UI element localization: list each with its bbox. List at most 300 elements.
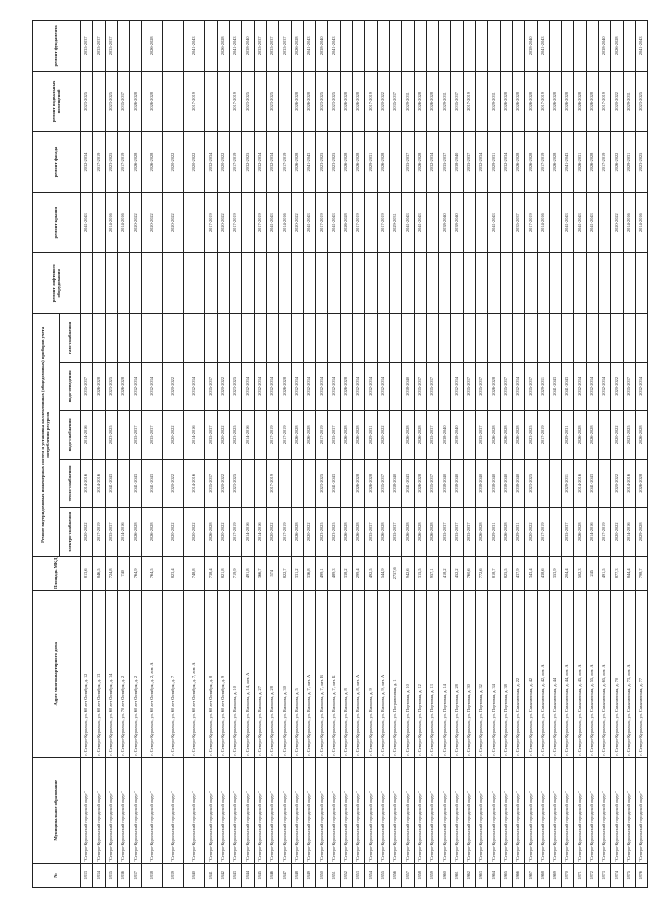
cell-address: г. Северо-Курильск, ул. Сахалинская, д. 73, лит. А (623, 590, 635, 757)
cell-facade: 2017-2019 (117, 132, 129, 193)
cell-sewerage: 2035-2037 (426, 362, 438, 411)
cell-electricity: 2026-2028 (476, 508, 488, 557)
cell-heating (117, 459, 129, 508)
cell-basement: 2023-2025 (242, 71, 254, 132)
cell-roof (426, 192, 438, 253)
cell-area: 825,5 (500, 556, 512, 590)
cell-sewerage: 2035-2037 (476, 362, 488, 411)
table-row (163, 21, 184, 888)
cell-area: 957,1 (426, 556, 438, 590)
cell-electricity: 2014-2016 (623, 508, 635, 557)
cell-lift (254, 253, 266, 314)
cell-sewerage: 2023-2025 (230, 362, 242, 411)
cell-address: г. Северо-Курильск, ул. Сахалинская, д. 22 (512, 590, 524, 757)
cell-num: 1836 (117, 863, 129, 887)
cell-roof (463, 192, 475, 253)
cell-facade: 2032-2025 (242, 132, 254, 193)
cell-water-supply (598, 411, 610, 460)
cell-heating: 2020-2022 (217, 459, 229, 508)
cell-gas-supply (279, 314, 291, 363)
cell-heating: 2020-2022 (163, 459, 184, 508)
cell-lift (512, 253, 524, 314)
cell-area: 818,7 (488, 556, 500, 590)
cell-area: 760,6 (463, 556, 475, 590)
cell-basement: 2017-2019 (537, 71, 549, 132)
cell-gas-supply (389, 314, 401, 363)
cell-sewerage: 2026-2028 (340, 362, 352, 411)
cell-municipality: "Северо-Курильский городской округ" (353, 757, 365, 863)
header-num: № (33, 863, 81, 887)
cell-roof: 2020-2022 (163, 192, 184, 253)
cell-lift (377, 253, 389, 314)
cell-heating: 2041-2043 (328, 459, 340, 508)
cell-heating (279, 459, 291, 508)
cell-heating (463, 459, 475, 508)
cell-foundation: 2038-2040 (242, 21, 254, 72)
cell-facade: 2035-2037 (463, 132, 475, 193)
cell-roof: 2014-2016 (105, 192, 117, 253)
cell-electricity: 2029-2028 (635, 508, 647, 557)
cell-municipality: "Северо-Курильский городской округ" (291, 757, 303, 863)
cell-gas-supply (586, 314, 598, 363)
cell-facade: 2026-2028 (142, 132, 163, 193)
cell-gas-supply (184, 314, 205, 363)
cell-facade: 2032-2034 (426, 132, 438, 193)
table-row (230, 21, 242, 888)
cell-area: 821,8 (217, 556, 229, 590)
table-row (574, 21, 586, 888)
cell-address: г. Северо-Курильск, ул. 60 лет Октября, д. 2 (130, 590, 142, 757)
cell-foundation: 2035-2037 (93, 21, 105, 72)
cell-num: 1852 (340, 863, 352, 887)
cell-municipality: "Северо-Курильский городской округ" (279, 757, 291, 863)
cell-foundation: 2041-2043 (537, 21, 549, 72)
cell-water-supply: 2020-2022 (611, 411, 623, 460)
cell-electricity: 2026-2028 (500, 508, 512, 557)
cell-foundation (476, 21, 488, 72)
table-row (488, 21, 500, 888)
header-roof: ремонт крыши (33, 192, 81, 253)
rotated-table-wrapper (32, 20, 644, 888)
cell-roof: 2038-2040 (439, 192, 451, 253)
cell-municipality: "Северо-Курильский городской округ" (130, 757, 142, 863)
cell-roof: 2026-2028 (340, 192, 352, 253)
cell-area: 438,6 (537, 556, 549, 590)
cell-address: г. Северо-Курильск, ул. Портовая, д. 30 (463, 590, 475, 757)
cell-basement: 2026-2028 (525, 71, 537, 132)
cell-basement: 2017-2019 (365, 71, 377, 132)
cell-lift (184, 253, 205, 314)
cell-lift (163, 253, 184, 314)
cell-num: 1851 (328, 863, 340, 887)
cell-gas-supply (242, 314, 254, 363)
cell-lift (266, 253, 278, 314)
cell-lift (525, 253, 537, 314)
cell-water-supply: 2035-2037 (205, 411, 217, 460)
cell-municipality: "Северо-Курильский городской округ" (512, 757, 524, 863)
cell-address: г. Северо-Курильск, ул. Портовая, д. 28 (451, 590, 463, 757)
cell-municipality: "Северо-Курильский городской округ" (340, 757, 352, 863)
cell-basement: 2026-2028 (303, 71, 315, 132)
cell-water-supply: 2035-2037 (130, 411, 142, 460)
cell-basement: 2023-2025 (266, 71, 278, 132)
cell-electricity: 2014-2016 (586, 508, 598, 557)
cell-basement: 2026-2028 (586, 71, 598, 132)
cell-electricity: 2026-2028 (205, 508, 217, 557)
cell-facade: 2023-2025 (105, 132, 117, 193)
cell-roof: 2029-2031 (389, 192, 401, 253)
cell-roof (500, 192, 512, 253)
cell-water-supply: 2026-2028 (340, 411, 352, 460)
cell-address: г. Северо-Курильск, ул. Вилкова, д. 7, лит. В (316, 590, 328, 757)
cell-address: г. Северо-Курильск, ул. Сахалинская, д. 65, лит. А (598, 590, 610, 757)
cell-heating (549, 459, 561, 508)
cell-area: 764,9 (130, 556, 142, 590)
cell-heating: 2035-2037 (426, 459, 438, 508)
cell-heating: 2020-2022 (611, 459, 623, 508)
cell-area: 492,5 (365, 556, 377, 590)
cell-municipality: "Северо-Курильский городской округ" (377, 757, 389, 863)
cell-municipality: "Северо-Курильский городской округ" (184, 757, 205, 863)
cell-water-supply: 2026-2028 (291, 411, 303, 460)
cell-gas-supply (142, 314, 163, 363)
cell-facade: 2020-2022 (217, 132, 229, 193)
table-row (117, 21, 129, 888)
cell-foundation: 2041-2043 (635, 21, 647, 72)
cell-sewerage (439, 362, 451, 411)
cell-foundation (163, 21, 184, 72)
table-row (414, 21, 426, 888)
cell-address: г. Северо-Курильск, ул. Сахалинская, д. 45, лит. А (574, 590, 586, 757)
table-row (217, 21, 229, 888)
cell-roof (365, 192, 377, 253)
table-row (142, 21, 163, 888)
cell-facade: 2020-2022 (184, 132, 205, 193)
cell-sewerage: 2032-2034 (512, 362, 524, 411)
cell-address: г. Северо-Курильск, ул. Сахалинская, д. 42, лит. А (537, 590, 549, 757)
cell-gas-supply (463, 314, 475, 363)
cell-electricity: 2026-2028 (353, 508, 365, 557)
cell-area: 2757,6 (389, 556, 401, 590)
cell-water-supply: 2017-2019 (316, 411, 328, 460)
header-foundation: ремонт фундамента (33, 21, 81, 72)
cell-lift (217, 253, 229, 314)
cell-heating: 2023-2025 (230, 459, 242, 508)
cell-facade: 2017-2019 (537, 132, 549, 193)
cell-basement: 2026-2028 (500, 71, 512, 132)
table-row (512, 21, 524, 888)
cell-water-supply: 2038-2040 (451, 411, 463, 460)
cell-area: 798,7 (635, 556, 647, 590)
cell-sewerage: 2041-2043 (562, 362, 574, 411)
cell-lift (574, 253, 586, 314)
cell-basement: 2035-2037 (389, 71, 401, 132)
cell-water-supply: 2026-2028 (574, 411, 586, 460)
cell-water-supply: 2023-2025 (105, 411, 117, 460)
cell-sewerage: 2032-2034 (130, 362, 142, 411)
cell-basement: 2029-2031 (439, 71, 451, 132)
cell-sewerage: 2020-2022 (163, 362, 184, 411)
cell-water-supply: 2026-2028 (500, 411, 512, 460)
cell-roof: 2017-2019 (353, 192, 365, 253)
cell-basement: 2023-2025 (328, 71, 340, 132)
cell-lift (279, 253, 291, 314)
cell-water-supply: 2023-2025 (230, 411, 242, 460)
cell-municipality: "Северо-Курильский городской округ" (549, 757, 561, 863)
cell-facade: 2023-2025 (316, 132, 328, 193)
cell-sewerage: 2032-2034 (328, 362, 340, 411)
cell-roof (242, 192, 254, 253)
cell-sewerage: 2032-2034 (353, 362, 365, 411)
cell-area: 740 (117, 556, 129, 590)
cell-num: 1846 (266, 863, 278, 887)
cell-foundation: 2035-2037 (81, 21, 93, 72)
cell-municipality: "Северо-Курильский городской округ" (537, 757, 549, 863)
cell-facade: 2029-2031 (623, 132, 635, 193)
table-row (635, 21, 647, 888)
cell-sewerage: 2029-2031 (537, 362, 549, 411)
cell-water-supply: 2026-2028 (402, 411, 414, 460)
cell-address: г. Северо-Курильск, ул. Вилкова, д. 27 (254, 590, 266, 757)
cell-basement: 2017-2019 (184, 71, 205, 132)
cell-water-supply: 2035-2037 (476, 411, 488, 460)
cell-gas-supply (635, 314, 647, 363)
cell-basement (163, 71, 184, 132)
cell-address: г. Северо-Курильск, ул. Портовая, д. 14 (439, 590, 451, 757)
cell-gas-supply (377, 314, 389, 363)
cell-heating (598, 459, 610, 508)
cell-municipality: "Северо-Курильский городской округ" (389, 757, 401, 863)
cell-facade: 2029-2031 (488, 132, 500, 193)
cell-heating: 2038-2040 (512, 459, 524, 508)
cell-gas-supply (512, 314, 524, 363)
table-row (463, 21, 475, 888)
cell-heating: 2038-2040 (500, 459, 512, 508)
cell-foundation (365, 21, 377, 72)
cell-roof: 2014-2016 (279, 192, 291, 253)
cell-roof: 2017-2019 (230, 192, 242, 253)
cell-facade: 2026-2028 (586, 132, 598, 193)
cell-foundation: 2038-2040 (525, 21, 537, 72)
cell-electricity: 2029-2031 (512, 508, 524, 557)
cell-num: 1867 (525, 863, 537, 887)
cell-sewerage: 2032-2034 (254, 362, 266, 411)
cell-lift (463, 253, 475, 314)
table-row (254, 21, 266, 888)
cell-roof: 2017-2019 (525, 192, 537, 253)
cell-address: г. Северо-Курильск, ул. 70 лет Октября, д. 2 (117, 590, 129, 757)
cell-foundation: 2035-2037 (105, 21, 117, 72)
cell-address: г. Северо-Курильск, ул. Портовая, д. 10 (402, 590, 414, 757)
cell-water-supply: 2014-2016 (184, 411, 205, 460)
cell-gas-supply (230, 314, 242, 363)
cell-heating: 2035-2037 (377, 459, 389, 508)
cell-water-supply: 2035-2037 (328, 411, 340, 460)
cell-municipality: "Северо-Курильский городской округ" (205, 757, 217, 863)
header-water-supply: водо-снабжения (60, 411, 81, 460)
cell-municipality: "Северо-Курильский городской округ" (598, 757, 610, 863)
cell-roof: 2041-2043 (414, 192, 426, 253)
cell-electricity: 2035-2037 (389, 508, 401, 557)
header-basement: ремонт подвальных помещений (33, 71, 81, 132)
cell-lift (291, 253, 303, 314)
cell-lift (316, 253, 328, 314)
cell-address: г. Северо-Курильск, ул. Вилкова, д. 8, лит. А (353, 590, 365, 757)
cell-foundation (402, 21, 414, 72)
cell-address: г. Северо-Курильск, ул. Вилкова, д. 10 (230, 590, 242, 757)
cell-foundation (574, 21, 586, 72)
cell-lift (635, 253, 647, 314)
cell-gas-supply (81, 314, 93, 363)
cell-address: г. Северо-Курильск, ул. Вилкова, д. 9, лит. А (377, 590, 389, 757)
cell-area: 942,6 (402, 556, 414, 590)
cell-lift (439, 253, 451, 314)
cell-sewerage: 2035-2037 (414, 362, 426, 411)
cell-facade: 2020-2022 (163, 132, 184, 193)
cell-municipality: "Северо-Курильский городской округ" (611, 757, 623, 863)
cell-water-supply (463, 411, 475, 460)
table-row (402, 21, 414, 888)
cell-electricity: 2017-2019 (279, 508, 291, 557)
cell-sewerage: 2032-2034 (242, 362, 254, 411)
cell-address: г. Северо-Курильск, ул. Портовая, д. 34 (488, 590, 500, 757)
cell-sewerage: 2032-2034 (574, 362, 586, 411)
cell-roof: 2041-2043 (574, 192, 586, 253)
cell-municipality: "Северо-Курильский городской округ" (525, 757, 537, 863)
cell-municipality: "Северо-Курильский городской округ" (117, 757, 129, 863)
cell-municipality: "Северо-Курильский городской округ" (574, 757, 586, 863)
cell-sewerage: 2032-2034 (451, 362, 463, 411)
cell-facade: 2026-2028 (377, 132, 389, 193)
cell-num: 1861 (451, 863, 463, 887)
header-municipality: Муниципальное образование (33, 757, 81, 863)
cell-basement: 2026-2028 (574, 71, 586, 132)
cell-heating: 2026-2028 (365, 459, 377, 508)
cell-num: 1847 (279, 863, 291, 887)
cell-facade: 2032-2034 (500, 132, 512, 193)
cell-area: 336,8 (303, 556, 315, 590)
cell-area: 315,5 (414, 556, 426, 590)
cell-water-supply: 2035-2037 (142, 411, 163, 460)
cell-municipality: "Северо-Курильский городской округ" (303, 757, 315, 863)
cell-address: г. Северо-Курильск, ул. Пограничная, д. 1 (389, 590, 401, 757)
cell-foundation: 2026-2028 (611, 21, 623, 72)
cell-facade: 2023-2025 (328, 132, 340, 193)
cell-electricity (549, 508, 561, 557)
cell-lift (598, 253, 610, 314)
table-row (130, 21, 142, 888)
table-row (353, 21, 365, 888)
cell-water-supply (549, 411, 561, 460)
cell-electricity: 2035-2037 (451, 508, 463, 557)
cell-num: 1841 (205, 863, 217, 887)
cell-heating (242, 459, 254, 508)
cell-foundation: 2041-2043 (184, 21, 205, 72)
cell-num: 1838 (142, 863, 163, 887)
cell-foundation: 2026-2028 (217, 21, 229, 72)
cell-roof: 2017-2019 (205, 192, 217, 253)
cell-roof: 2041-2043 (328, 192, 340, 253)
cell-num: 1859 (426, 863, 438, 887)
cell-electricity: 2014-2016 (254, 508, 266, 557)
table-row (93, 21, 105, 888)
cell-water-supply (389, 411, 401, 460)
cell-foundation: 2035-2037 (266, 21, 278, 72)
cell-foundation (488, 21, 500, 72)
table-body (81, 21, 648, 888)
cell-facade: 2017-2019 (93, 132, 105, 193)
cell-gas-supply (217, 314, 229, 363)
cell-electricity: 2014-2016 (242, 508, 254, 557)
cell-area: 343,4 (525, 556, 537, 590)
cell-num: 1856 (389, 863, 401, 887)
cell-lift (549, 253, 561, 314)
table-row (389, 21, 401, 888)
cell-water-supply: 2020-2022 (377, 411, 389, 460)
table-row (549, 21, 561, 888)
cell-foundation (389, 21, 401, 72)
cell-heating: 2023-2025 (525, 459, 537, 508)
cell-heating: 2041-2043 (586, 459, 598, 508)
table-row (598, 21, 610, 888)
cell-address: г. Северо-Курильск, ул. Вилкова, д. 9 (365, 590, 377, 757)
cell-facade: 2026-2022 (611, 132, 623, 193)
cell-electricity: 2026-2028 (426, 508, 438, 557)
cell-num: 1870 (562, 863, 574, 887)
cell-address: г. Северо-Курильск, ул. 60 лет Октября, д. 2, лит. А (142, 590, 163, 757)
cell-water-supply: 2026-2028 (635, 411, 647, 460)
cell-facade: 2017-2019 (598, 132, 610, 193)
cell-municipality: "Северо-Курильский городской округ" (476, 757, 488, 863)
cell-gas-supply (254, 314, 266, 363)
cell-basement: 2023-2025 (316, 71, 328, 132)
cell-roof (93, 192, 105, 253)
cell-electricity: 2029-2031 (488, 508, 500, 557)
cell-num: 1872 (586, 863, 598, 887)
cell-water-supply: 2020-2022 (217, 411, 229, 460)
cell-sewerage: 2032-2034 (586, 362, 598, 411)
cell-num: 1845 (254, 863, 266, 887)
cell-lift (93, 253, 105, 314)
cell-sewerage: 2026-2028 (279, 362, 291, 411)
cell-municipality: "Северо-Курильский городской округ" (316, 757, 328, 863)
cell-heating: 2041-2043 (142, 459, 163, 508)
cell-foundation (500, 21, 512, 72)
cell-municipality: "Северо-Курильский городской округ" (242, 757, 254, 863)
cell-gas-supply (525, 314, 537, 363)
cell-foundation (414, 21, 426, 72)
cell-municipality: "Северо-Курильский городской округ" (163, 757, 184, 863)
cell-num: 1833 (81, 863, 93, 887)
cell-gas-supply (316, 314, 328, 363)
cell-water-supply (117, 411, 129, 460)
cell-roof: 2038-2040 (451, 192, 463, 253)
table-row (279, 21, 291, 888)
cell-area: 502,3 (574, 556, 586, 590)
cell-electricity: 2026-2028 (130, 508, 142, 557)
table-row (316, 21, 328, 888)
cell-heating: 2035-2037 (205, 459, 217, 508)
cell-electricity: 2035-2037 (439, 508, 451, 557)
cell-heating: 2038-2040 (451, 459, 463, 508)
cell-foundation: 2038-2040 (316, 21, 328, 72)
cell-foundation (353, 21, 365, 72)
cell-roof: 2041-2043 (303, 192, 315, 253)
cell-facade: 2032-2034 (476, 132, 488, 193)
cell-basement: 2026-2028 (353, 71, 365, 132)
table-row (291, 21, 303, 888)
table-row (303, 21, 315, 888)
